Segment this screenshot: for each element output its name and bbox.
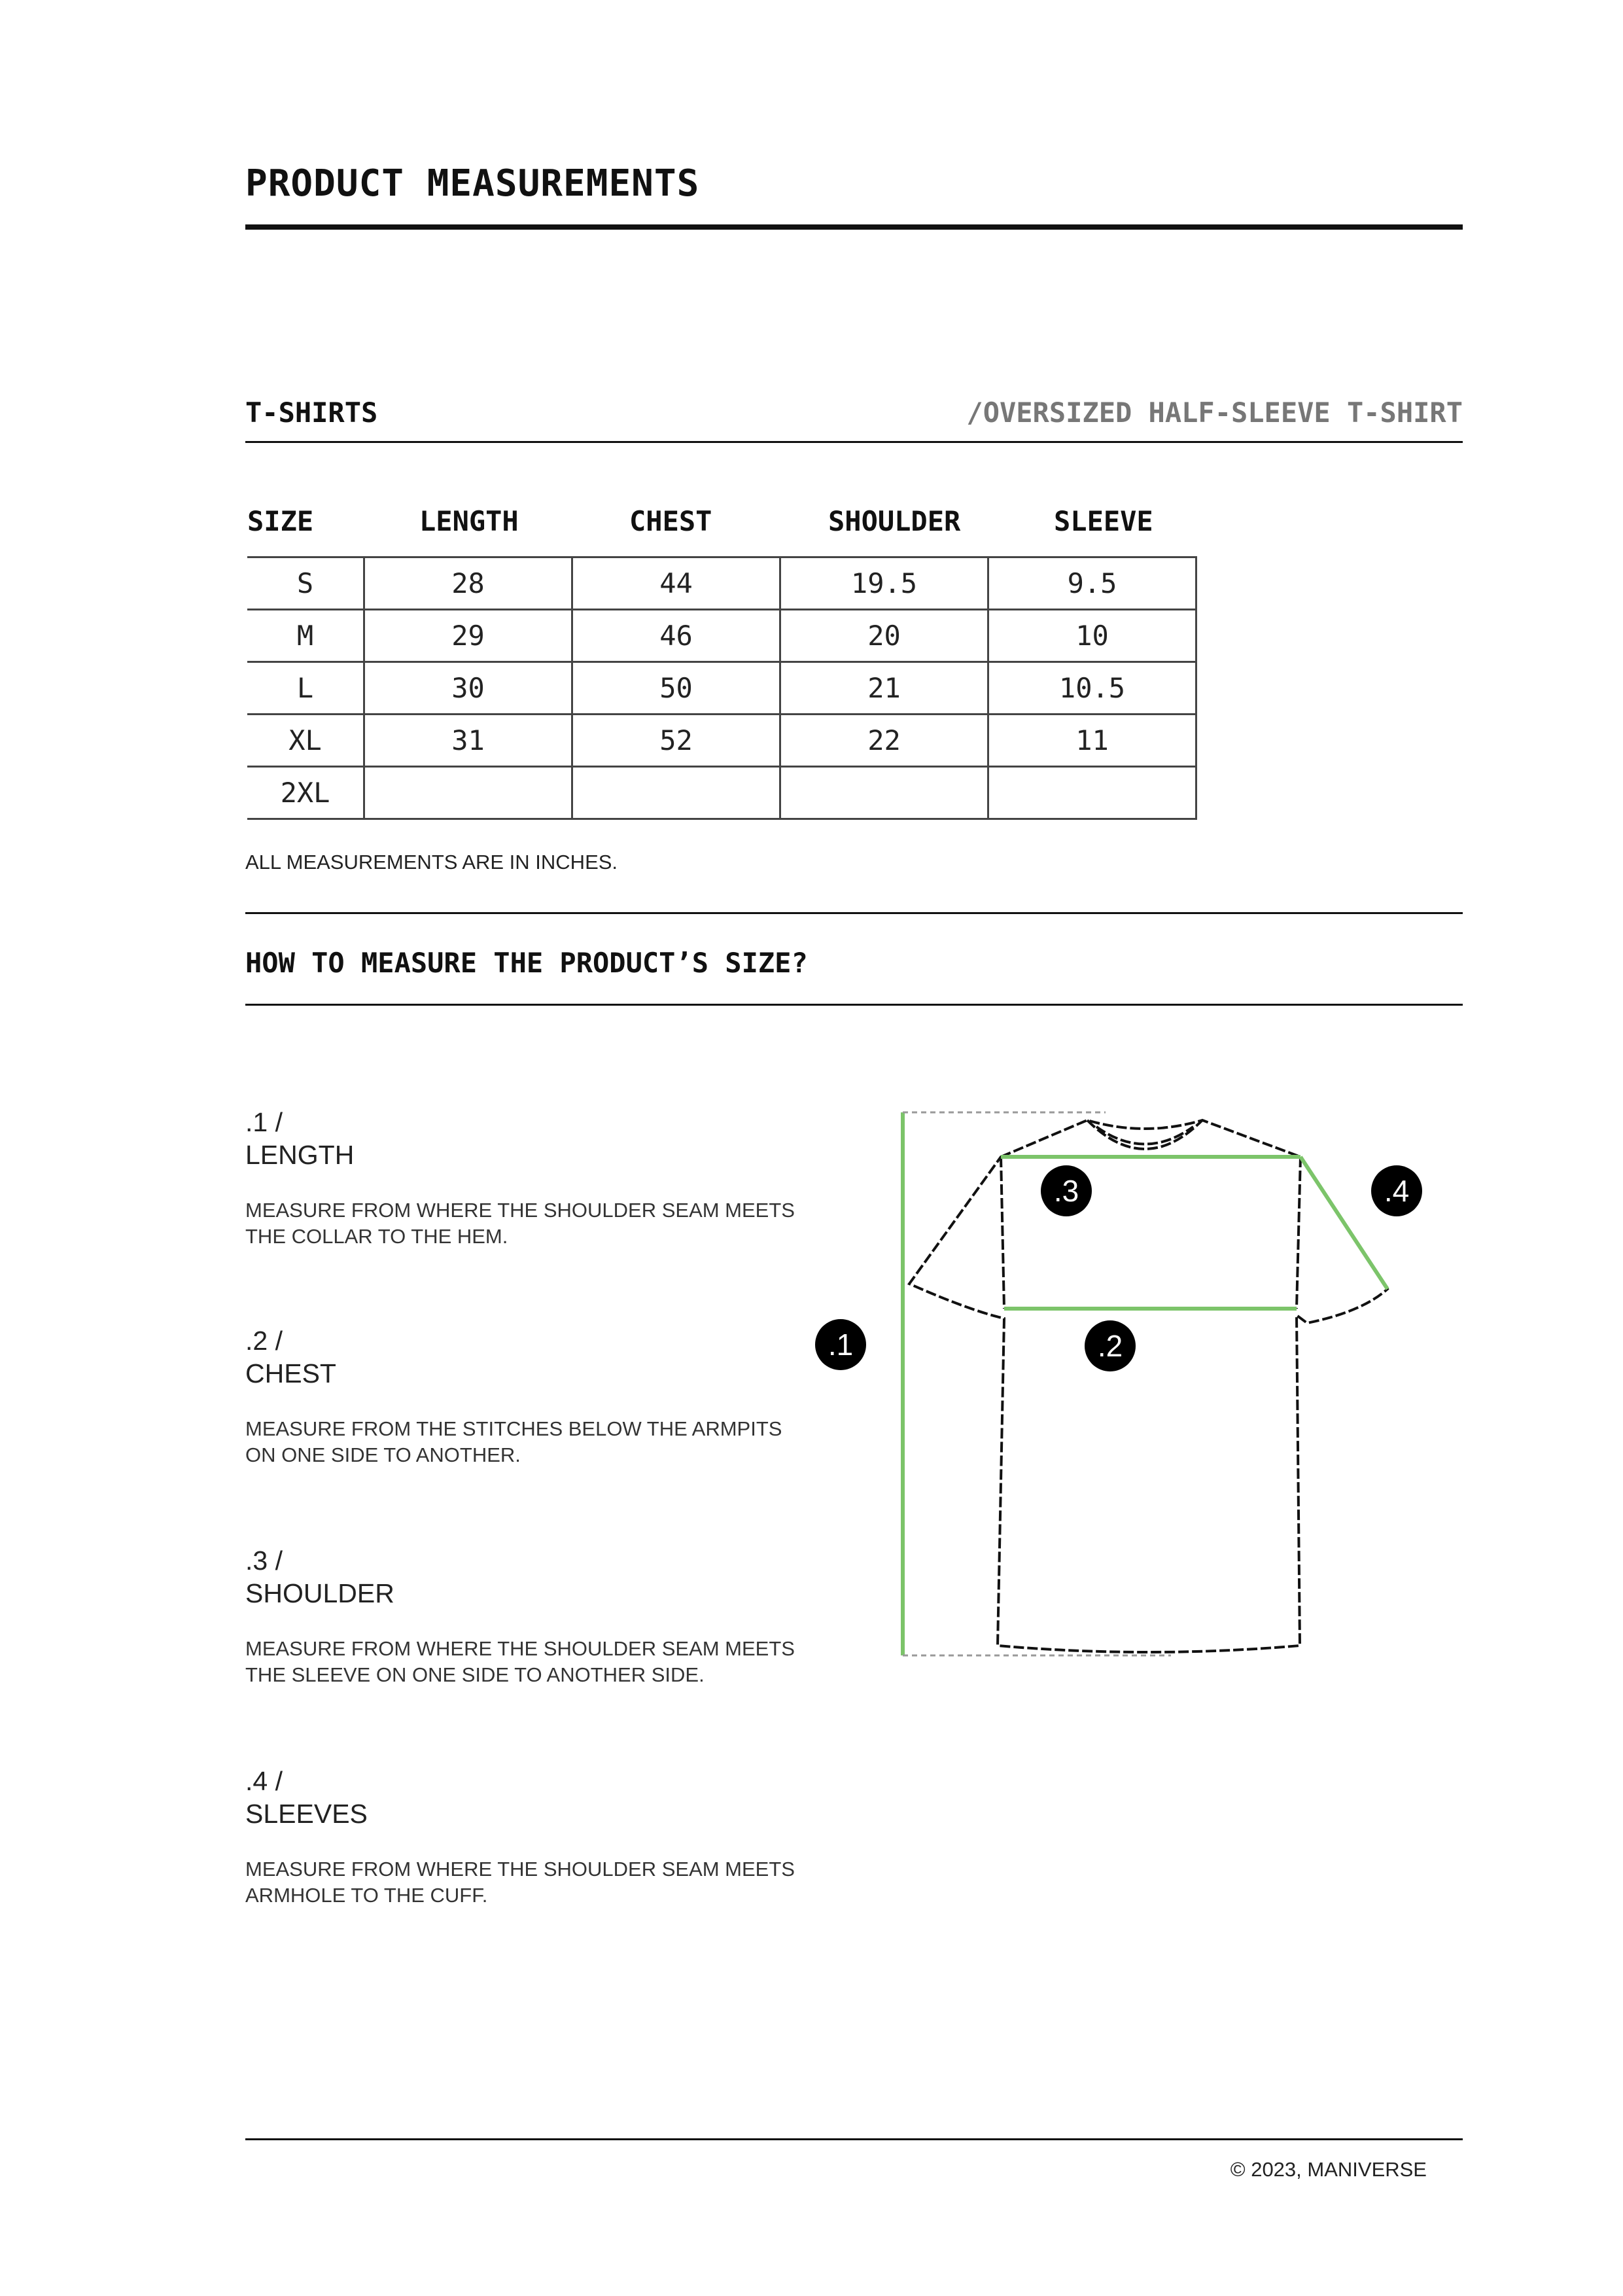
- step-name: CHEST: [245, 1358, 336, 1388]
- footer-divider: [245, 2138, 1463, 2140]
- how-divider-bottom: [245, 1004, 1463, 1006]
- marker-length: [815, 1319, 866, 1370]
- product-name: /OVERSIZED HALF-SLEEVE T-SHIRT: [966, 397, 1463, 429]
- table-cell-chest: 52: [572, 715, 780, 767]
- table-cell-sleeve: [988, 767, 1196, 819]
- column-header-chest: CHEST: [629, 505, 712, 537]
- table-cell-size: XL: [247, 715, 364, 767]
- step-number: .1 /: [245, 1107, 283, 1137]
- table-cell-size: S: [247, 557, 364, 610]
- step-number: .2 /: [245, 1326, 283, 1356]
- step-name: SHOULDER: [245, 1578, 394, 1608]
- table-row: [247, 662, 1196, 715]
- how-to-measure-title: HOW TO MEASURE THE PRODUCT’S SIZE?: [245, 947, 808, 979]
- svg-text:.1: .1: [828, 1328, 854, 1362]
- marker-sleeve: [1371, 1165, 1422, 1216]
- table-cell-length: 29: [364, 610, 572, 662]
- size-table: [247, 556, 1197, 820]
- table-cell-shoulder: 22: [780, 715, 988, 767]
- column-header-size: SIZE: [247, 505, 314, 537]
- table-cell-length: 28: [364, 557, 572, 610]
- table-cell-length: 31: [364, 715, 572, 767]
- table-cell-sleeve: 10.5: [988, 662, 1196, 715]
- table-row: [247, 610, 1196, 662]
- marker-chest: [1085, 1320, 1136, 1371]
- step-name: LENGTH: [245, 1140, 355, 1170]
- tshirt-diagram: [805, 1099, 1446, 1669]
- table-cell-chest: [572, 767, 780, 819]
- table-cell-shoulder: 19.5: [780, 557, 988, 610]
- table-cell-chest: 50: [572, 662, 780, 715]
- step-description: MEASURE FROM WHERE THE SHOULDER SEAM MEETS THE SLEEVE ON ONE SIDE TO ANOTHER SIDE.: [245, 1637, 795, 1686]
- page-title: PRODUCT MEASUREMENTS: [245, 162, 700, 205]
- step-description: MEASURE FROM WHERE THE SHOULDER SEAM MEETS ARMHOLE TO THE CUFF.: [245, 1858, 795, 1907]
- step-name: SLEEVES: [245, 1799, 368, 1829]
- measure-step-chest: [245, 1324, 795, 1468]
- table-cell-chest: 44: [572, 557, 780, 610]
- table-row: [247, 557, 1196, 610]
- sleeve-guide: [1300, 1157, 1387, 1289]
- units-note: ALL MEASUREMENTS ARE IN INCHES.: [245, 851, 618, 874]
- table-cell-size: 2XL: [247, 767, 364, 819]
- copyright: © 2023, MANIVERSE: [1230, 2158, 1427, 2181]
- title-divider: [245, 224, 1463, 230]
- column-header-shoulder: SHOULDER: [828, 505, 961, 537]
- step-description: MEASURE FROM WHERE THE SHOULDER SEAM MEETS THE COLLAR TO THE HEM.: [245, 1199, 795, 1248]
- step-number: .3 /: [245, 1545, 283, 1576]
- table-cell-sleeve: 9.5: [988, 557, 1196, 610]
- step-description: MEASURE FROM THE STITCHES BELOW THE ARMPITS ON ONE SIDE TO ANOTHER.: [245, 1417, 782, 1466]
- table-row: [247, 715, 1196, 767]
- table-cell-shoulder: 20: [780, 610, 988, 662]
- section-label: T-SHIRTS: [245, 397, 378, 429]
- svg-text:.2: .2: [1097, 1329, 1123, 1363]
- table-cell-shoulder: 21: [780, 662, 988, 715]
- table-cell-sleeve: 11: [988, 715, 1196, 767]
- table-cell-length: [364, 767, 572, 819]
- measure-step-shoulder: [245, 1544, 795, 1688]
- column-header-length: LENGTH: [419, 505, 519, 537]
- tshirt-outline-icon: [909, 1120, 1387, 1652]
- step-number: .4 /: [245, 1766, 283, 1796]
- marker-shoulder: [1041, 1165, 1092, 1216]
- measure-step-sleeves: [245, 1765, 795, 1909]
- table-cell-size: L: [247, 662, 364, 715]
- table-cell-chest: 46: [572, 610, 780, 662]
- table-cell-size: M: [247, 610, 364, 662]
- table-cell-length: 30: [364, 662, 572, 715]
- table-row: [247, 767, 1196, 819]
- svg-text:.3: .3: [1053, 1174, 1079, 1208]
- svg-text:.4: .4: [1384, 1174, 1410, 1208]
- table-cell-shoulder: [780, 767, 988, 819]
- measure-step-length: [245, 1106, 795, 1250]
- column-header-sleeve: SLEEVE: [1054, 505, 1153, 537]
- length-guide: [903, 1112, 1171, 1655]
- how-divider-top: [245, 912, 1463, 914]
- table-cell-sleeve: 10: [988, 610, 1196, 662]
- section-divider: [245, 441, 1463, 443]
